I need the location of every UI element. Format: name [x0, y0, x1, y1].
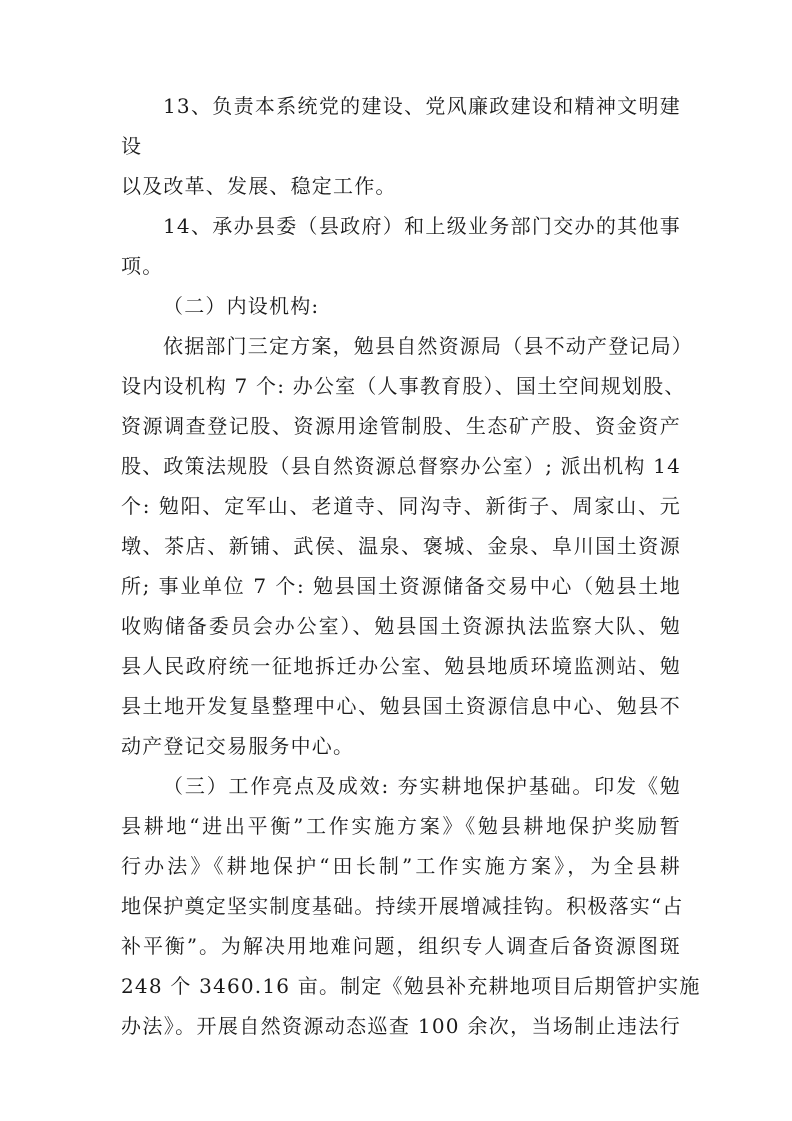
- document-body: [121, 86, 701, 1046]
- text-line: 地保护奠定坚实制度基础。持续开展增减挂钩。积极落实“占: [121, 894, 684, 918]
- text-line: 依据部门三定方案，勉县自然资源局（县不动产登记局）: [163, 334, 693, 358]
- text-line: 资源调查登记股、资源用途管制股、生态矿产股、资金资产: [121, 414, 681, 438]
- text-line: 股、政策法规股（县自然资源总督察办公室）; 派出机构 14: [121, 454, 681, 478]
- text-line: 收购储备委员会办公室）、勉县国土资源执法监察大队、勉: [121, 614, 681, 638]
- text-line: 个: 勉阳、定军山、老道寺、同沟寺、新街子、周家山、元: [121, 494, 681, 518]
- text-line: 设: [121, 134, 143, 158]
- section-heading: （二）内设机构:: [163, 294, 320, 318]
- text-line: 设内设机构 7 个: 办公室（人事教育股）、国土空间规划股、: [121, 374, 686, 398]
- text-line: 以及改革、发展、稳定工作。: [121, 174, 397, 198]
- text-line: 补平衡”。为解决用地难问题，组织专人调查后备资源图斑: [121, 934, 681, 958]
- text-line: 14、承办县委（县政府）和上级业务部门交办的其他事: [163, 214, 681, 238]
- text-line: 248 个 3460.16 亩。制定《勉县补充耕地项目后期管护实施: [121, 974, 701, 998]
- text-line: 所; 事业单位 7 个: 勉县国土资源储备交易中心（勉县土地: [121, 574, 681, 598]
- text-line: 县土地开发复垦整理中心、勉县国土资源信息中心、勉县不: [121, 694, 681, 718]
- text-line: 县人民政府统一征地拆迁办公室、勉县地质环境监测站、勉: [121, 654, 681, 678]
- text-line: 县耕地“进出平衡”工作实施方案》《勉县耕地保护奖励暂: [121, 814, 681, 838]
- text-line: 动产登记交易服务中心。: [121, 734, 355, 758]
- text-line: 行办法》《耕地保护“田长制”工作实施方案》，为全县耕: [121, 854, 681, 878]
- text-line: 办法》。开展自然资源动态巡查 100 余次，当场制止违法行: [121, 1014, 681, 1038]
- section-heading: （三）工作亮点及成效: 夯实耕地保护基础。印发《勉: [163, 774, 681, 798]
- text-line: 项。: [121, 254, 164, 278]
- text-line: 墩、茶店、新铺、武侯、温泉、褒城、金泉、阜川国土资源: [121, 534, 681, 558]
- text-line: 13、负责本系统党的建设、党风廉政建设和精神文明建: [163, 94, 681, 118]
